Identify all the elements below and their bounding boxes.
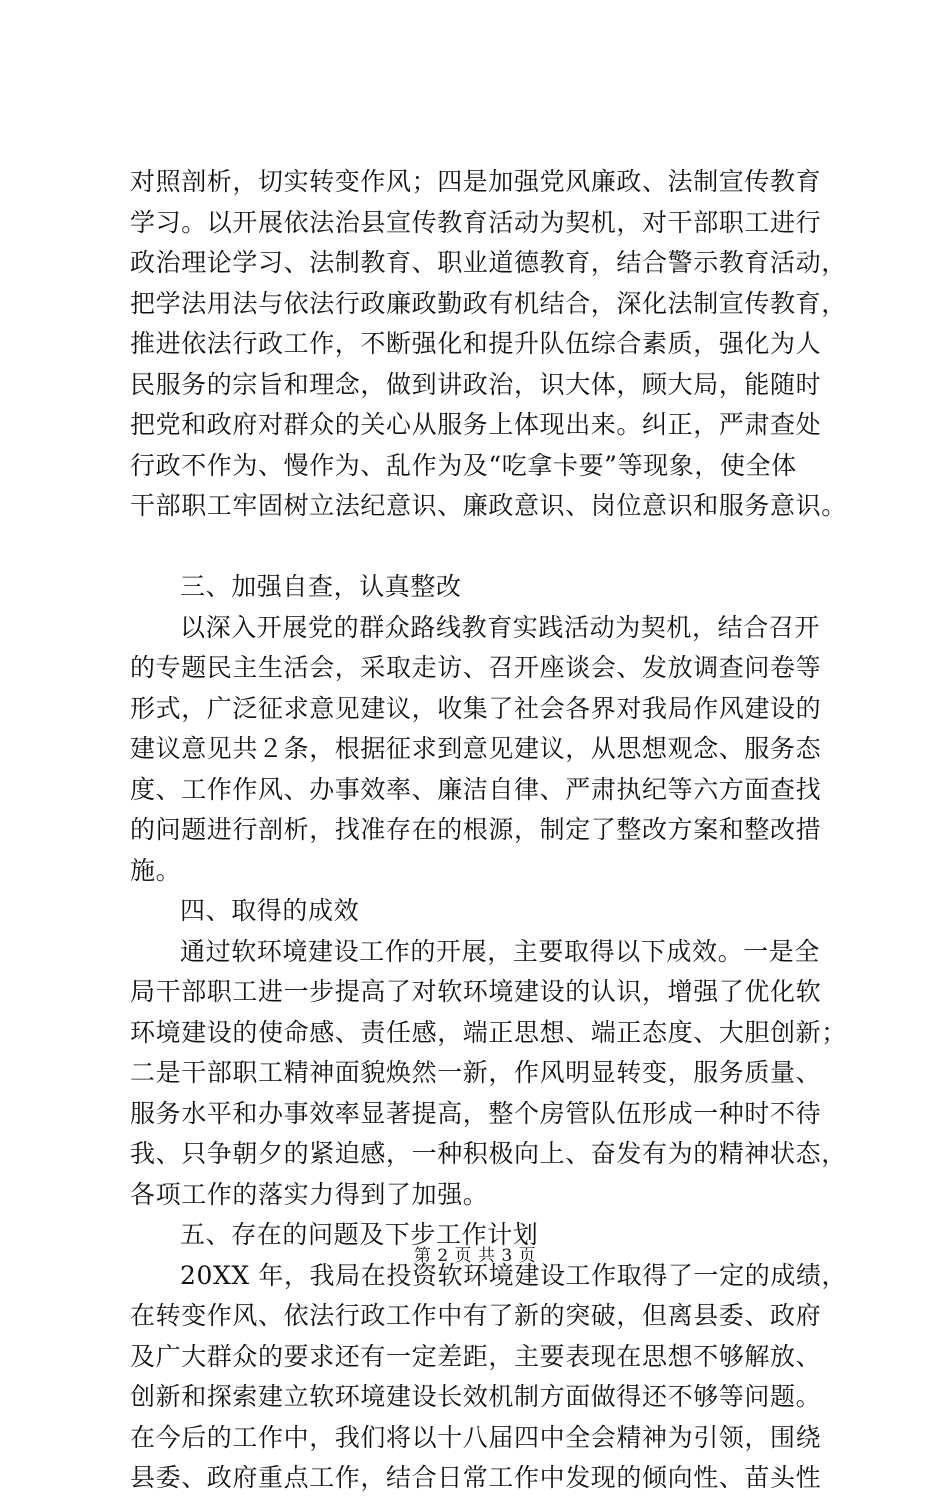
section-heading-3: 三、加强自查，认真整改 <box>180 572 462 601</box>
text-line: 把党和政府对群众的关心从服务上体现出来。纠正，严肃查处 <box>130 410 822 439</box>
paragraph-gap <box>130 527 830 568</box>
text-line: 行政不作为、慢作为、乱作为及“吃拿卡要”等现象，使全体 <box>130 450 797 480</box>
text-line: 政治理论学习、法制教育、职业道德教育，结合警示教育活动， <box>130 248 847 277</box>
text-line: 通过软环境建设工作的开展，主要取得以下成效。一是全 <box>180 936 821 966</box>
text-line: 在今后的工作中，我们将以十八届四中全会精神为引领，围绕 <box>130 1422 822 1452</box>
text-line: 建议意见共２条，根据征求到意见建议，从思想观念、服务态 <box>130 734 822 763</box>
text-line: 的专题民主生活会，采取走访、召开座谈会、发放调查问卷等 <box>130 653 822 682</box>
text-line: 及广大群众的要求还有一定差距，主要表现在思想不够解放、 <box>130 1341 822 1371</box>
text-line: 环境建设的使命感、责任感，端正思想、端正态度、大胆创新； <box>130 1017 847 1047</box>
text-line: 的问题进行剖析，找准存在的根源，制定了整改方案和整改措 <box>130 815 822 844</box>
text-line: 二是干部职工精神面貌焕然一新，作风明显转变，服务质量、 <box>130 1058 822 1087</box>
document-body <box>130 162 848 1499</box>
section-heading-5: 五、存在的问题及下步工作计划 <box>180 1220 539 1249</box>
text-line: 学习。以开展依法治县宣传教育活动为契机，对干部职工进行 <box>130 207 822 237</box>
text-line: 各项工作的落实力得到了加强。 <box>130 1179 489 1209</box>
text-line: 以深入开展党的群众路线教育实践活动为契机，结合召开 <box>180 612 821 642</box>
text-line: 创新和探索建立软环境建设长效机制方面做得还不够等问题。 <box>130 1382 822 1411</box>
paragraph-discipline-education <box>130 162 847 527</box>
text-line: 民服务的宗旨和理念，做到讲政治，识大体，顾大局，能随时 <box>130 369 822 399</box>
text-line: 形式，广泛征求意见建议，收集了社会各界对我局作风建设的 <box>130 693 822 723</box>
text-line: 局干部职工进一步提高了对软环境建设的认识，增强了优化软 <box>130 977 822 1006</box>
paragraph-achievements <box>130 932 847 1216</box>
section-heading-4: 四、取得的成效 <box>180 896 360 925</box>
text-line: 县委、政府重点工作，结合日常工作中发现的倾向性、苗头性 <box>130 1463 822 1492</box>
text-line: 干部职工牢固树立法纪意识、廉政意识、岗位意识和服务意识。 <box>130 491 847 520</box>
text-line: 20XX 年，我局在投资软环境建设工作取得了一定的成绩， <box>180 1260 848 1290</box>
text-line: 度、工作作风、办事效率、廉洁自律、严肃执纪等六方面查找 <box>130 774 822 804</box>
text-line: 在转变作风、依法行政工作中有了新的突破，但离县委、政府 <box>130 1301 822 1330</box>
text-line: 施。 <box>130 855 182 885</box>
paragraph-problems-plan <box>130 1256 848 1499</box>
text-line: 推进依法行政工作，不断强化和提升队伍综合素质，强化为人 <box>130 329 822 358</box>
text-line: 服务水平和办事效率显著提高，整个房管队伍形成一种时不待 <box>130 1098 822 1128</box>
paragraph-self-inspection <box>130 608 830 892</box>
text-line: 把学法用法与依法行政廉政勤政有机结合，深化法制宣传教育， <box>130 288 847 318</box>
text-line: 对照剖析，切实转变作风；四是加强党风廉政、法制宣传教育 <box>130 167 822 196</box>
page-footer: 第 2 页 共 3 页 <box>413 1246 537 1266</box>
text-line: 我、只争朝夕的紧迫感，一种积极向上、奋发有为的精神状态， <box>130 1139 847 1168</box>
